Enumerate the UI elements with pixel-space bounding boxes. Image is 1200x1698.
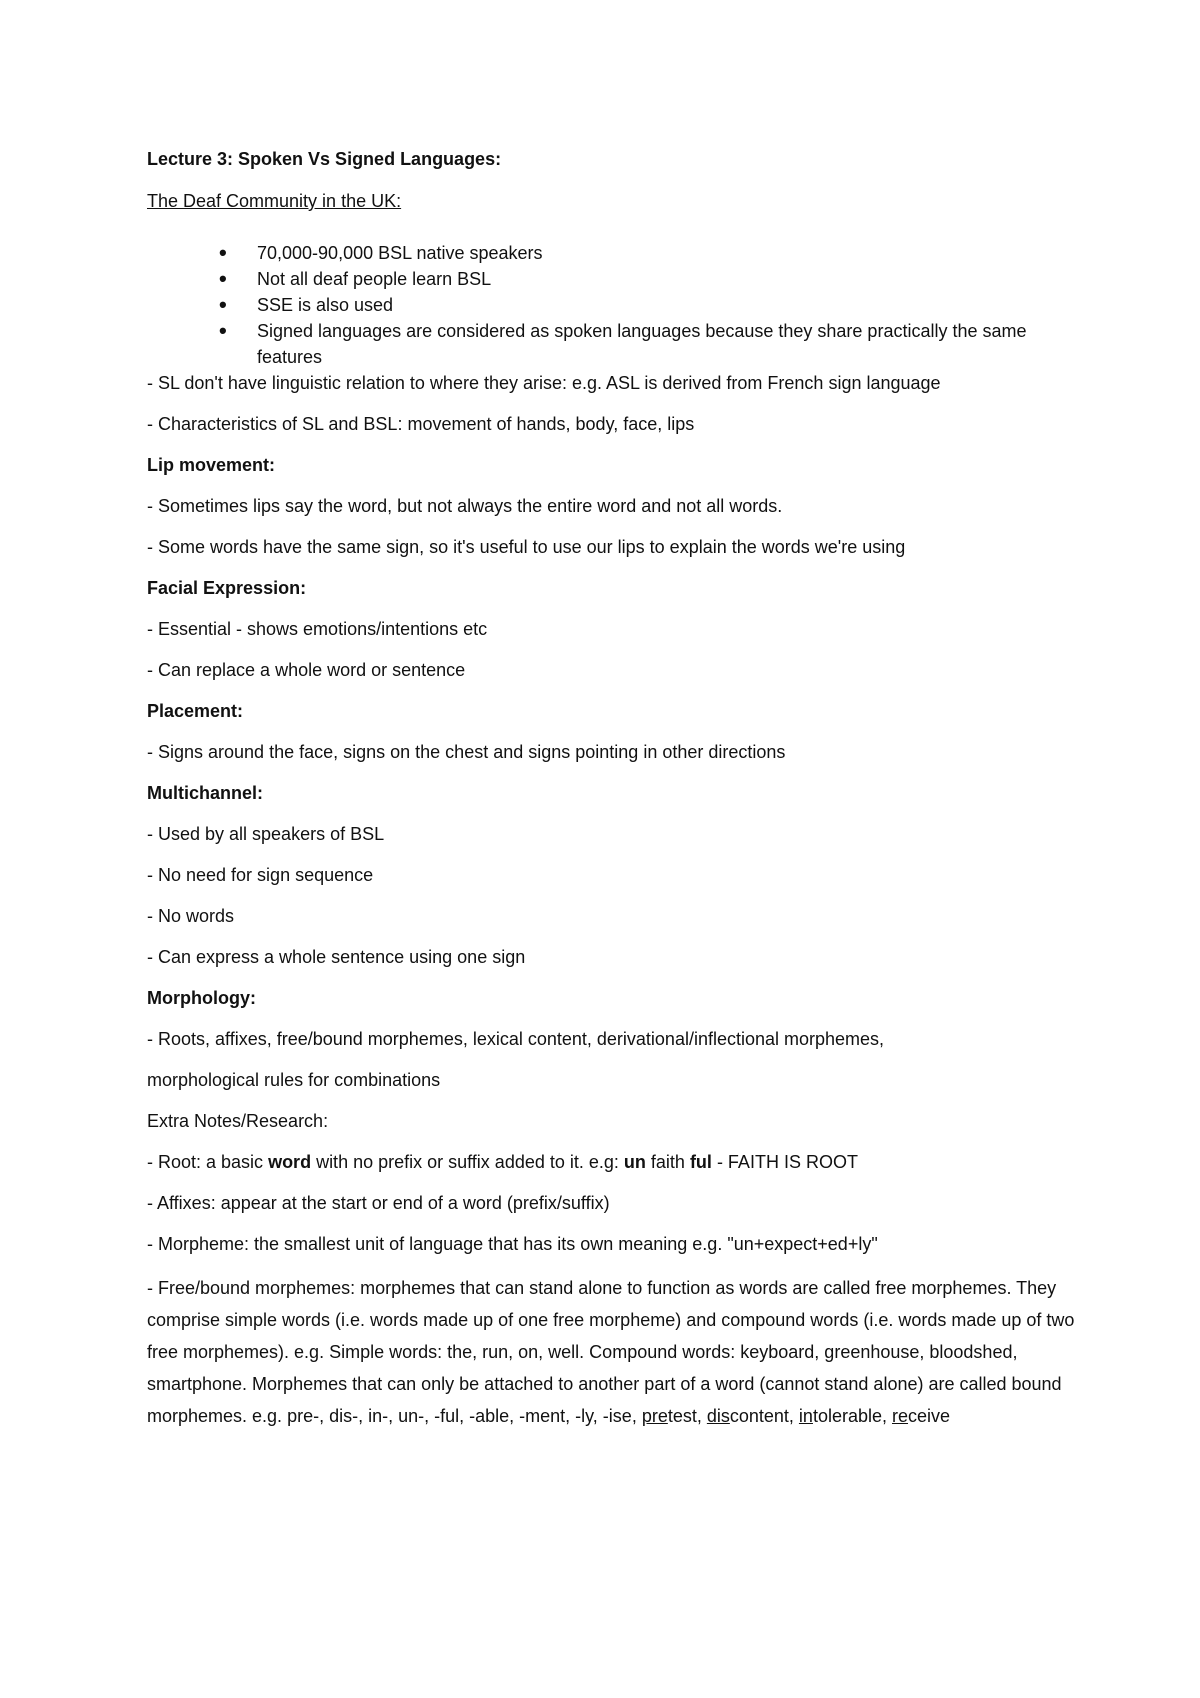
heading-multichannel: Multichannel:	[147, 783, 263, 803]
bullet-item: • SSE is also used	[257, 292, 1087, 318]
root-text: with no prefix or suffix added to it. e.g:	[311, 1152, 624, 1172]
heading-morphology: Morphology:	[147, 988, 256, 1008]
example-rest: test,	[667, 1406, 707, 1426]
heading-placement: Placement:	[147, 701, 244, 721]
bullet-item: • Not all deaf people learn BSL	[257, 266, 1087, 292]
page-title: Lecture 3: Spoken Vs Signed Languages:	[147, 149, 502, 169]
example-rest: ceive	[908, 1406, 951, 1426]
note-line: - Can replace a whole word or sentence	[147, 660, 466, 680]
heading-lip-movement: Lip movement:	[147, 455, 276, 475]
root-text: - Root: a basic	[147, 1152, 269, 1172]
note-line: - Some words have the same sign, so it's useful to use our lips to explain the words we're using	[147, 537, 906, 557]
note-line: - SL don't have linguistic relation to where they arise: e.g. ASL is derived from French sign language	[147, 373, 941, 393]
note-line: - Can express a whole sentence using one sign	[147, 947, 526, 967]
underlined-prefix: re	[892, 1406, 909, 1426]
note-line: - Signs around the face, signs on the chest and signs pointing in other directions	[147, 742, 786, 762]
section-subtitle: The Deaf Community in the UK:	[147, 191, 402, 211]
suffix-ful-bold: ful	[689, 1152, 712, 1172]
note-line: - Used by all speakers of BSL	[147, 824, 385, 844]
document-page	[147, 146, 1087, 1432]
root-word-bold: word	[268, 1152, 312, 1172]
note-line: - No words	[147, 906, 235, 926]
bullet-item: • Signed languages are considered as spoken languages because they share practically the same features	[257, 318, 1087, 370]
free-bound-text: - Free/bound morphemes: morphemes that can stand alone to function as words are called free morphemes. They comprise simple words (i.e. words made up of one free morpheme) and compound words (i.e. words made up of two free morphemes). e.g. Simple words: the, run, on, well. Compound words: keyboard, greenhouse, bloodshed, smartphone. Morphemes that can only be attached to another part of a word (cannot stand alone) are called bound morphemes. e.g. pre-, dis-, in-, un-, -ful, -able, -ment, -ly, -ise,	[147, 1278, 1075, 1426]
underlined-prefix: dis	[706, 1406, 730, 1426]
note-line: - Sometimes lips say the word, but not always the entire word and not all words.	[147, 496, 783, 516]
underlined-prefix: pre	[641, 1406, 668, 1426]
note-line: morphological rules for combinations	[147, 1070, 441, 1090]
example-rest: tolerable,	[812, 1406, 892, 1426]
note-line: - Characteristics of SL and BSL: movement of hands, body, face, lips	[147, 414, 695, 434]
example-rest: content,	[729, 1406, 799, 1426]
extra-notes-heading: Extra Notes/Research:	[147, 1111, 329, 1131]
note-line: - Essential - shows emotions/intentions etc	[147, 619, 488, 639]
heading-facial-expression: Facial Expression:	[147, 578, 307, 598]
root-note	[147, 1149, 1087, 1175]
prefix-un-bold: un	[623, 1152, 646, 1172]
note-line: - No need for sign sequence	[147, 865, 374, 885]
root-text: - FAITH IS ROOT	[711, 1152, 858, 1172]
bullet-list	[147, 240, 1087, 370]
underlined-prefix: in	[798, 1406, 813, 1426]
bullet-item: • 70,000-90,000 BSL native speakers	[257, 240, 1087, 266]
note-line: - Roots, affixes, free/bound morphemes, lexical content, derivational/inflectional morphemes,	[147, 1029, 885, 1049]
free-bound-paragraph	[147, 1272, 1087, 1432]
root-faith: faith	[645, 1152, 690, 1172]
morpheme-note: - Morpheme: the smallest unit of language that has its own meaning e.g. "un+expect+ed+ly"	[147, 1234, 878, 1254]
affixes-note: - Affixes: appear at the start or end of a word (prefix/suffix)	[147, 1193, 610, 1213]
